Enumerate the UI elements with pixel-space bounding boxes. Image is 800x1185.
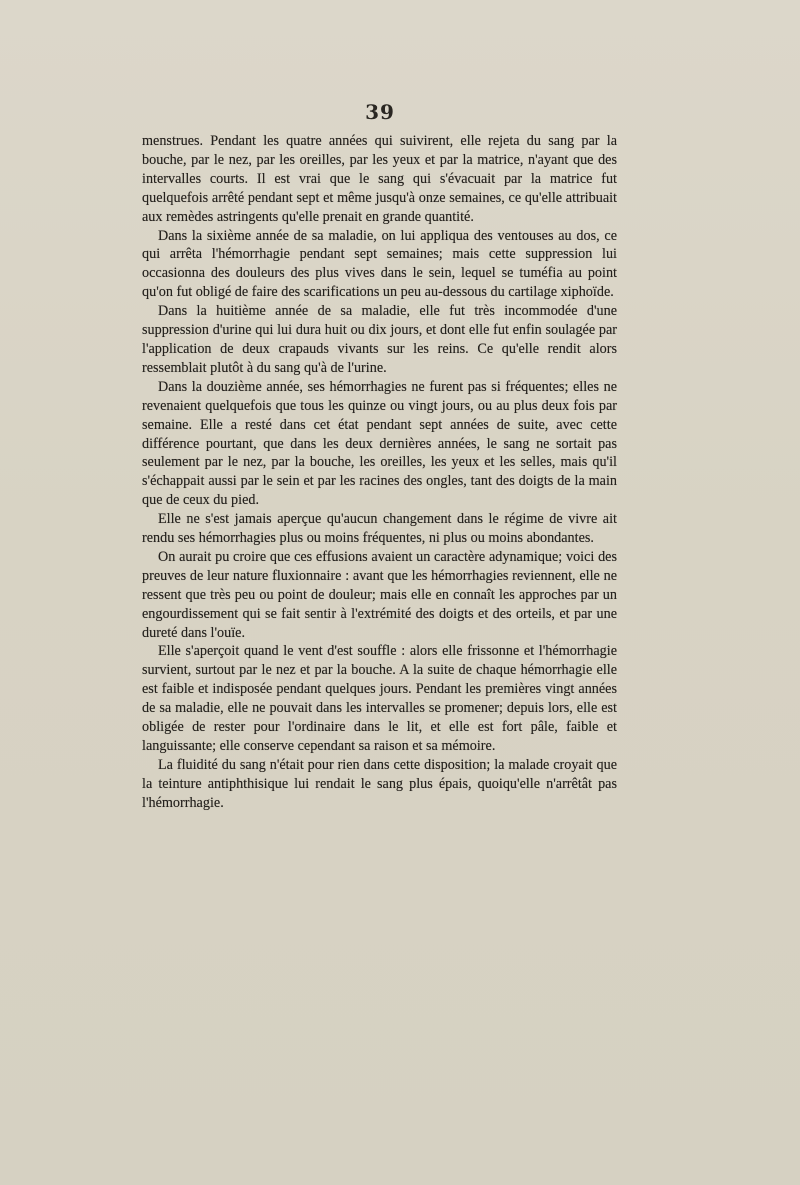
paragraph: La fluidité du sang n'était pour rien dans cette disposition; la malade croyait que la teinture antiphthisique lui rendait le sang plus épais, quoiqu'elle n'arrêtât pas l'hémorrhagie. — [142, 756, 617, 811]
paragraph: Elle ne s'est jamais aperçue qu'aucun changement dans le régime de vivre ait rendu ses hémorrhagies plus ou moins fréquentes, ni plus ou moins abondantes. — [142, 511, 617, 547]
paragraph: Dans la sixième année de sa maladie, on lui appliqua des ventouses au dos, ce qui arrêta l'hémorrhagie pendant sept semaines; mais cette suppression lui occasionna des douleurs des plus vives dans le sein, lequel se tuméfia au point qu'on fut obligé de faire des scarifications un peu au-dessous du cartilage xiphoïde. — [142, 227, 617, 301]
paragraph: Dans la douzième année, ses hémorrhagies ne furent pas si fréquentes; elles ne revenaient quelquefois que tous les quinze ou vingt jours, ou au plus deux fois par semaine. Elle a resté dans cet état pendant sept années de suite, avec cette différence pourtant, que dans les deux dernières années, le sang ne sortait pas seulement par le nez, par la bouche, les oreilles, les yeux et les selles, mais qu'il s'échappait aussi par le sein et par les racines des ongles, tant des doigts de la main que de ceux du pied. — [142, 378, 617, 509]
paragraph: On aurait pu croire que ces effusions avaient un caractère adynamique; voici des preuves de leur nature fluxionnaire : avant que les hémorrhagies reviennent, elle ne ressent que très peu ou point de douleur; mais elle en connaît les approches par un engourdissement qui se fait sentir à l'extrémité des doigts et des orteils, et par une dureté dans l'ouïe. — [142, 548, 617, 641]
page-number: 39 — [365, 100, 395, 124]
paragraph: menstrues. Pendant les quatre années qui suivirent, elle rejeta du sang par la bouche, par le nez, par les oreilles, par les yeux et par la matrice, n'ayant que des intervalles courts. Il est vrai que le sang qui s'évacuait par la matrice fut quelquefois arrêté pendant sept et même jusqu'à onze semaines, ce qu'elle attribuait aux remèdes astringents qu'elle prenait en grande quantité. — [142, 133, 617, 225]
body-text — [142, 132, 617, 813]
paragraph: Elle s'aperçoit quand le vent d'est souffle : alors elle frissonne et l'hémorrhagie survient, surtout par le nez et par la bouche. A la suite de chaque hémorrhagie elle est faible et indisposée pendant quelques jours. Pendant les premières vingt années de sa maladie, elle ne pouvait dans les intervalles se promener; depuis lors, elle est obligée de rester pour l'ordinaire dans le lit, et elle est fort pâle, faible et languissante; elle conserve cependant sa raison et sa mémoire. — [142, 643, 617, 754]
paragraph: Dans la huitième année de sa maladie, elle fut très incommodée d'une suppression d'urine qui lui dura huit ou dix jours, et dont elle fut enfin soulagée par l'application de deux crapauds vivants sur les reins. Ce qu'elle rendit alors ressemblait plutôt à du sang qu'à de l'urine. — [142, 303, 617, 376]
